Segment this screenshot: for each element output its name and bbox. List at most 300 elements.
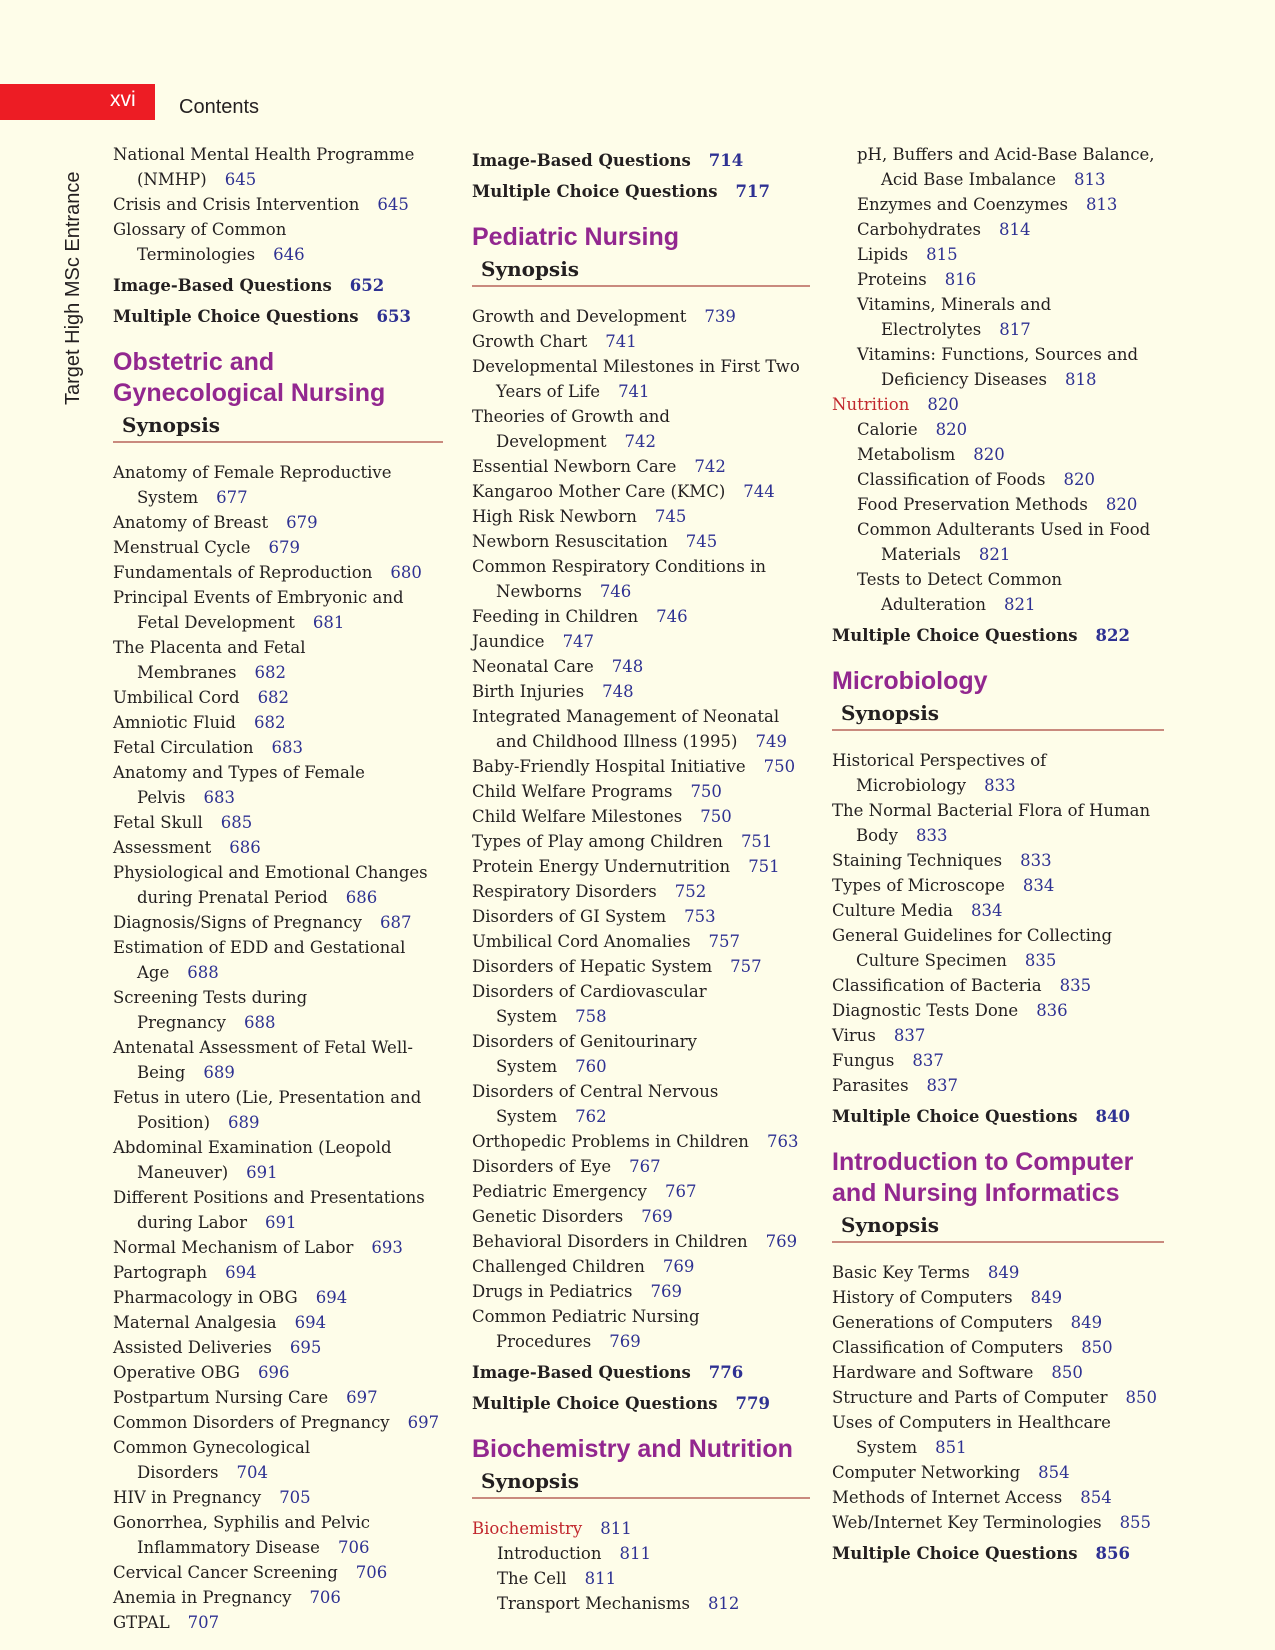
toc-entry [113, 510, 443, 535]
toc-entry [472, 554, 810, 604]
questions-entry [113, 273, 443, 298]
entry-page-number: 769 [609, 1332, 641, 1351]
entry-title: Diagnosis/Signs of Pregnancy [113, 913, 362, 932]
entry-page-number: 849 [1030, 1288, 1063, 1307]
entry-page-number: 820 [973, 445, 1005, 464]
entry-page-number: 850 [1051, 1363, 1083, 1382]
synopsis-heading: Synopsis [832, 1211, 1164, 1243]
entry-page-number: 687 [379, 913, 412, 932]
entry-title: Different Positions and Presentations during Labor [113, 1188, 425, 1232]
entry-page-number: 744 [743, 482, 775, 501]
entry-title: Fungus [832, 1051, 895, 1070]
toc-entry [113, 1310, 443, 1335]
toc-entry [832, 848, 1164, 873]
entry-page-number: 679 [286, 513, 318, 532]
entry-page-number: 686 [345, 888, 378, 907]
toc-entry [113, 710, 443, 735]
entry-title: Feeding in Children [472, 607, 639, 626]
questions-entry [832, 1541, 1164, 1566]
synopsis-heading: Synopsis [832, 699, 1164, 731]
toc-entry [832, 267, 1164, 292]
entry-title: Multiple Choice Questions [832, 626, 1078, 645]
entry-title: Staining Techniques [832, 851, 1003, 870]
entry-title: Common Gynecological Disorders [113, 1438, 311, 1482]
entry-title: Enzymes and Coenzymes [857, 195, 1068, 214]
toc-entry [472, 654, 810, 679]
toc-entry [832, 442, 1164, 467]
toc-entry [113, 217, 443, 267]
section-heading: Obstetric and Gynecological Nursing [113, 348, 386, 407]
entry-title: Abdominal Examination (Leopold Maneuver) [113, 1138, 392, 1182]
entry-title: Tests to Detect Common Adulteration [857, 570, 1063, 614]
entry-page-number: 741 [618, 382, 650, 401]
toc-entry [472, 304, 810, 329]
entry-title: Kangaroo Mother Care (KMC) [472, 482, 726, 501]
entry-title: Child Welfare Programs [472, 782, 673, 801]
entry-title: Estimation of EDD and Gestational Age [113, 938, 406, 982]
entry-title: Antenatal Assessment of Fetal Well-Being [113, 1038, 413, 1082]
entry-title: Disorders of Genitourinary System [472, 1032, 697, 1076]
entry-page-number: 745 [685, 532, 718, 551]
entry-title: GTPAL [113, 1613, 170, 1632]
entry-title: Partograph [113, 1263, 208, 1282]
toc-entry [832, 1310, 1164, 1335]
entry-title: Disorders of Cardiovascular System [472, 982, 707, 1026]
toc-entry [472, 779, 810, 804]
entry-page-number: 837 [926, 1076, 959, 1095]
toc-entry [113, 835, 443, 860]
entry-page-number: 748 [602, 682, 634, 701]
toc-entry [832, 417, 1164, 442]
entry-page-number: 646 [273, 245, 305, 264]
toc-entry [113, 760, 443, 810]
entry-title: History of Computers [832, 1288, 1013, 1307]
entry-page-number: 811 [600, 1519, 632, 1538]
section-heading: Biochemistry and Nutrition [472, 1435, 793, 1463]
entry-title: Menstrual Cycle [113, 538, 251, 557]
entry-title: Nutrition [832, 395, 910, 414]
entry-title: Physiological and Emotional Changes during Prenatal Period [113, 863, 428, 907]
toc-entry [472, 1154, 810, 1179]
entry-page-number: 694 [294, 1313, 327, 1332]
entry-page-number: 752 [674, 882, 707, 901]
toc-entry [472, 504, 810, 529]
entry-page-number: 706 [337, 1538, 370, 1557]
entry-page-number: 813 [1085, 195, 1118, 214]
entry-page-number: 685 [220, 813, 253, 832]
entry-page-number: 821 [1003, 595, 1036, 614]
toc-entry [472, 754, 810, 779]
entry-page-number: 820 [927, 395, 959, 414]
entry-title: Multiple Choice Questions [472, 182, 718, 201]
entry-page-number: 750 [700, 807, 732, 826]
entry-title: Classification of Foods [857, 470, 1046, 489]
entry-page-number: 686 [229, 838, 261, 857]
entry-page-number: 833 [1020, 851, 1052, 870]
entry-page-number: 706 [309, 1588, 341, 1607]
entry-page-number: 682 [254, 713, 286, 732]
entry-title: Computer Networking [832, 1463, 1021, 1482]
entry-title: Jaundice [472, 632, 545, 651]
toc-entry [113, 1185, 443, 1235]
entry-page-number: 645 [224, 170, 257, 189]
entry-title: Fundamentals of Reproduction [113, 563, 373, 582]
questions-entry [472, 1360, 810, 1385]
entry-title: Fetal Skull [113, 813, 203, 832]
entry-title: Amniotic Fluid [113, 713, 236, 732]
toc-entry [472, 1279, 810, 1304]
entry-page-number: 812 [707, 1594, 740, 1613]
entry-title: Protein Energy Undernutrition [472, 857, 731, 876]
toc-entry [832, 217, 1164, 242]
entry-page-number: 691 [264, 1213, 297, 1232]
entry-page-number: 697 [346, 1388, 378, 1407]
entry-title: Baby-Friendly Hospital Initiative [472, 757, 746, 776]
entry-page-number: 742 [694, 457, 726, 476]
synopsis-heading: Synopsis [472, 255, 810, 287]
page-number: xvi [110, 88, 136, 111]
entry-title: High Risk Newborn [472, 507, 637, 526]
toc-entry [113, 910, 443, 935]
entry-title: Screening Tests during Pregnancy [113, 988, 308, 1032]
toc-entry [472, 854, 810, 879]
entry-page-number: 811 [584, 1569, 617, 1588]
toc-entry [113, 142, 443, 192]
entry-page-number: 694 [225, 1263, 257, 1282]
toc-entry [113, 735, 443, 760]
entry-page-number: 695 [289, 1338, 322, 1357]
entry-title: Food Preservation Methods [857, 495, 1088, 514]
toc-entry [832, 1485, 1164, 1510]
toc-entry [472, 1254, 810, 1279]
entry-page-number: 820 [935, 420, 968, 439]
toc-entry [832, 1285, 1164, 1310]
toc-entry [113, 535, 443, 560]
entry-page-number: 652 [349, 276, 385, 295]
entry-page-number: 769 [650, 1282, 682, 1301]
entry-page-number: 689 [228, 1113, 260, 1132]
entry-page-number: 850 [1081, 1338, 1113, 1357]
toc-entry [113, 1510, 443, 1560]
entry-page-number: 849 [987, 1263, 1020, 1282]
toc-entry [472, 979, 810, 1029]
toc-entry [472, 1541, 810, 1566]
entry-page-number: 817 [999, 320, 1031, 339]
entry-title: Principal Events of Embryonic and Fetal Development [113, 588, 404, 632]
entry-title: Integrated Management of Neonatal and Childhood Illness (1995) [472, 707, 780, 751]
toc-entry [113, 1335, 443, 1360]
entry-title: Anemia in Pregnancy [113, 1588, 292, 1607]
entry-title: Hardware and Software [832, 1363, 1034, 1382]
toc-entry [832, 798, 1164, 848]
toc-entry [832, 973, 1164, 998]
toc-entry [113, 810, 443, 835]
entry-title: Vitamins, Minerals and Electrolytes [857, 295, 1052, 339]
toc-entry [832, 998, 1164, 1023]
entry-page-number: 681 [312, 613, 345, 632]
entry-title: Pharmacology in OBG [113, 1288, 298, 1307]
entry-page-number: 688 [243, 1013, 276, 1032]
toc-entry [113, 935, 443, 985]
entry-page-number: 811 [619, 1544, 651, 1563]
entry-title: Anatomy of Female Reproductive System [113, 463, 392, 507]
entry-title: Essential Newborn Care [472, 457, 677, 476]
entry-page-number: 816 [944, 270, 977, 289]
toc-entry [113, 685, 443, 710]
entry-title: Methods of Internet Access [832, 1488, 1063, 1507]
entry-page-number: 689 [203, 1063, 235, 1082]
entry-page-number: 693 [371, 1238, 403, 1257]
toc-entry [113, 192, 443, 217]
entry-title: Common Disorders of Pregnancy [113, 1413, 390, 1432]
running-title: Contents [179, 96, 260, 118]
entry-page-number: 820 [1105, 495, 1138, 514]
toc-entry [832, 1260, 1164, 1285]
entry-title: Neonatal Care [472, 657, 594, 676]
toc-entry [832, 1073, 1164, 1098]
toc-entry [472, 604, 810, 629]
toc-entry [472, 1079, 810, 1129]
toc-entry [832, 292, 1164, 342]
toc-entry [472, 879, 810, 904]
entry-page-number: 855 [1119, 1513, 1152, 1532]
entry-page-number: 645 [377, 195, 409, 214]
toc-entry [113, 985, 443, 1035]
side-title: Target High MSc Entrance [62, 171, 84, 405]
entry-title: Metabolism [857, 445, 956, 464]
entry-page-number: 836 [1036, 1001, 1068, 1020]
entry-page-number: 834 [971, 901, 1003, 920]
entry-page-number: 849 [1070, 1313, 1103, 1332]
entry-page-number: 760 [575, 1057, 607, 1076]
entry-page-number: 714 [708, 151, 744, 170]
entry-page-number: 757 [730, 957, 762, 976]
entry-title: Operative OBG [113, 1363, 240, 1382]
entry-page-number: 746 [656, 607, 688, 626]
toc-entry [472, 829, 810, 854]
entry-page-number: 767 [629, 1157, 661, 1176]
entry-title: Challenged Children [472, 1257, 645, 1276]
entry-title: Glossary of Common Terminologies [113, 220, 287, 264]
entry-page-number: 814 [998, 220, 1031, 239]
toc-entry [472, 1204, 810, 1229]
toc-entry [472, 1566, 810, 1591]
entry-page-number: 840 [1095, 1107, 1130, 1126]
entry-page-number: 751 [748, 857, 780, 876]
entry-title: Pediatric Emergency [472, 1182, 647, 1201]
entry-title: Structure and Parts of Computer [832, 1388, 1108, 1407]
toc-entry [113, 1235, 443, 1260]
entry-title: Basic Key Terms [832, 1263, 970, 1282]
entry-page-number: 776 [708, 1363, 744, 1382]
entry-title: Calorie [857, 420, 918, 439]
entry-page-number: 706 [355, 1563, 388, 1582]
entry-page-number: 691 [246, 1163, 278, 1182]
entry-title: pH, Buffers and Acid-Base Balance, Acid Base Imbalance [857, 145, 1155, 189]
toc-entry [113, 1260, 443, 1285]
entry-page-number: 747 [562, 632, 595, 651]
entry-title: Crisis and Crisis Intervention [113, 195, 360, 214]
entry-page-number: 705 [279, 1488, 311, 1507]
toc-entry [832, 142, 1164, 192]
entry-title: Classification of Bacteria [832, 976, 1042, 995]
toc-entry [113, 560, 443, 585]
toc-entry [832, 898, 1164, 923]
entry-title: Orthopedic Problems in Children [472, 1132, 749, 1151]
entry-page-number: 815 [926, 245, 958, 264]
toc-entry [113, 1385, 443, 1410]
entry-title: Cervical Cancer Screening [113, 1563, 338, 1582]
toc-entry [113, 1035, 443, 1085]
entry-title: Transport Mechanisms [497, 1594, 690, 1613]
entry-title: Theories of Growth and Development [472, 407, 670, 451]
entry-title: Multiple Choice Questions [472, 1394, 718, 1413]
entry-page-number: 850 [1125, 1388, 1158, 1407]
entry-title: Types of Microscope [832, 876, 1005, 895]
entry-page-number: 694 [315, 1288, 348, 1307]
entry-page-number: 750 [690, 782, 722, 801]
entry-title: Multiple Choice Questions [832, 1544, 1078, 1563]
synopsis-heading: Synopsis [113, 411, 443, 443]
entry-title: Common Adulterants Used in Food Materials [857, 520, 1151, 564]
toc-entry [472, 1229, 810, 1254]
toc-entry [472, 454, 810, 479]
toc-entry [113, 1560, 443, 1585]
entry-page-number: 683 [271, 738, 304, 757]
toc-entry [113, 635, 443, 685]
entry-page-number: 746 [599, 582, 632, 601]
toc-entry [113, 1485, 443, 1510]
toc-entry [832, 567, 1164, 617]
entry-page-number: 854 [1080, 1488, 1112, 1507]
synopsis-heading: Synopsis [472, 1467, 810, 1499]
toc-entry [472, 354, 810, 404]
entry-page-number: 707 [187, 1613, 220, 1632]
questions-entry [832, 1104, 1164, 1129]
entry-page-number: 813 [1074, 170, 1106, 189]
entry-page-number: 833 [984, 776, 1016, 795]
section-heading: Pediatric Nursing [472, 223, 679, 251]
entry-page-number: 679 [268, 538, 300, 557]
entry-title: Assisted Deliveries [113, 1338, 272, 1357]
toc-entry [472, 1179, 810, 1204]
entry-title: Behavioral Disorders in Children [472, 1232, 748, 1251]
toc-entry [472, 804, 810, 829]
toc-entry [472, 329, 810, 354]
entry-title: Birth Injuries [472, 682, 585, 701]
entry-title: Diagnostic Tests Done [832, 1001, 1019, 1020]
entry-title: Disorders of Eye [472, 1157, 612, 1176]
entry-title: Generations of Computers [832, 1313, 1053, 1332]
entry-page-number: 653 [376, 307, 411, 326]
entry-page-number: 834 [1022, 876, 1055, 895]
entry-page-number: 767 [664, 1182, 697, 1201]
entry-page-number: 779 [735, 1394, 770, 1413]
entry-page-number: 683 [203, 788, 235, 807]
entry-page-number: 704 [236, 1463, 268, 1482]
toc-entry [832, 492, 1164, 517]
entry-page-number: 753 [684, 907, 716, 926]
entry-title: Umbilical Cord Anomalies [472, 932, 691, 951]
entry-page-number: 677 [216, 488, 248, 507]
questions-entry [832, 623, 1164, 648]
toc-entry [832, 1048, 1164, 1073]
entry-title: Anatomy and Types of Female Pelvis [113, 763, 365, 807]
entry-title: Biochemistry [472, 1519, 583, 1538]
entry-title: Genetic Disorders [472, 1207, 624, 1226]
toc-entry [472, 954, 810, 979]
entry-page-number: 696 [257, 1363, 290, 1382]
questions-entry [113, 304, 443, 329]
toc-entry [472, 629, 810, 654]
toc-entry [832, 748, 1164, 798]
entry-page-number: 851 [935, 1438, 967, 1457]
toc-entry [472, 904, 810, 929]
entry-title: Web/Internet Key Terminologies [832, 1513, 1102, 1532]
entry-page-number: 757 [708, 932, 741, 951]
entry-page-number: 758 [575, 1007, 607, 1026]
entry-page-number: 822 [1095, 626, 1130, 645]
toc-entry [472, 404, 810, 454]
entry-title: Maternal Analgesia [113, 1313, 277, 1332]
entry-page-number: 835 [1059, 976, 1092, 995]
entry-title: Disorders of Central Nervous System [472, 1082, 719, 1126]
entry-title: National Mental Health Programme (NMHP) [113, 145, 415, 189]
toc-entry [832, 1335, 1164, 1360]
entry-title: Classification of Computers [832, 1338, 1064, 1357]
entry-page-number: 680 [390, 563, 422, 582]
entry-page-number: 856 [1095, 1544, 1130, 1563]
entry-title: Uses of Computers in Healthcare System [832, 1413, 1111, 1457]
toc-entry [113, 1410, 443, 1435]
entry-page-number: 749 [755, 732, 787, 751]
toc-entry [832, 1023, 1164, 1048]
entry-page-number: 769 [662, 1257, 695, 1276]
entry-title: Newborn Resuscitation [472, 532, 668, 551]
toc-entry [472, 479, 810, 504]
toc-entry [113, 1610, 443, 1635]
entry-page-number: 682 [254, 663, 286, 682]
entry-title: Assessment [113, 838, 212, 857]
entry-title: Introduction [497, 1544, 602, 1563]
entry-title: General Guidelines for Collecting Culture Specimen [832, 926, 1113, 970]
toc-entry [832, 1460, 1164, 1485]
entry-title: Anatomy of Breast [113, 513, 269, 532]
entry-page-number: 854 [1038, 1463, 1070, 1482]
toc-entry [113, 1435, 443, 1485]
entry-title: Growth Chart [472, 332, 588, 351]
toc-entry [113, 585, 443, 635]
entry-page-number: 748 [611, 657, 644, 676]
section-heading: Microbiology [832, 667, 988, 695]
toc-entry [832, 242, 1164, 267]
questions-entry [472, 179, 810, 204]
entry-page-number: 742 [624, 432, 657, 451]
entry-title: Image-Based Questions [113, 276, 332, 295]
entry-page-number: 769 [641, 1207, 673, 1226]
toc-entry [472, 679, 810, 704]
entry-title: Parasites [832, 1076, 909, 1095]
entry-title: Postpartum Nursing Care [113, 1388, 329, 1407]
entry-page-number: 717 [735, 182, 770, 201]
toc-entry [472, 1304, 810, 1354]
questions-entry [472, 1391, 810, 1416]
contents-column-3 [832, 142, 1164, 1572]
entry-page-number: 763 [766, 1132, 799, 1151]
entry-title: Drugs in Pediatrics [472, 1282, 633, 1301]
entry-page-number: 739 [704, 307, 736, 326]
entry-title: Fetus in utero (Lie, Presentation and Position) [113, 1088, 422, 1132]
